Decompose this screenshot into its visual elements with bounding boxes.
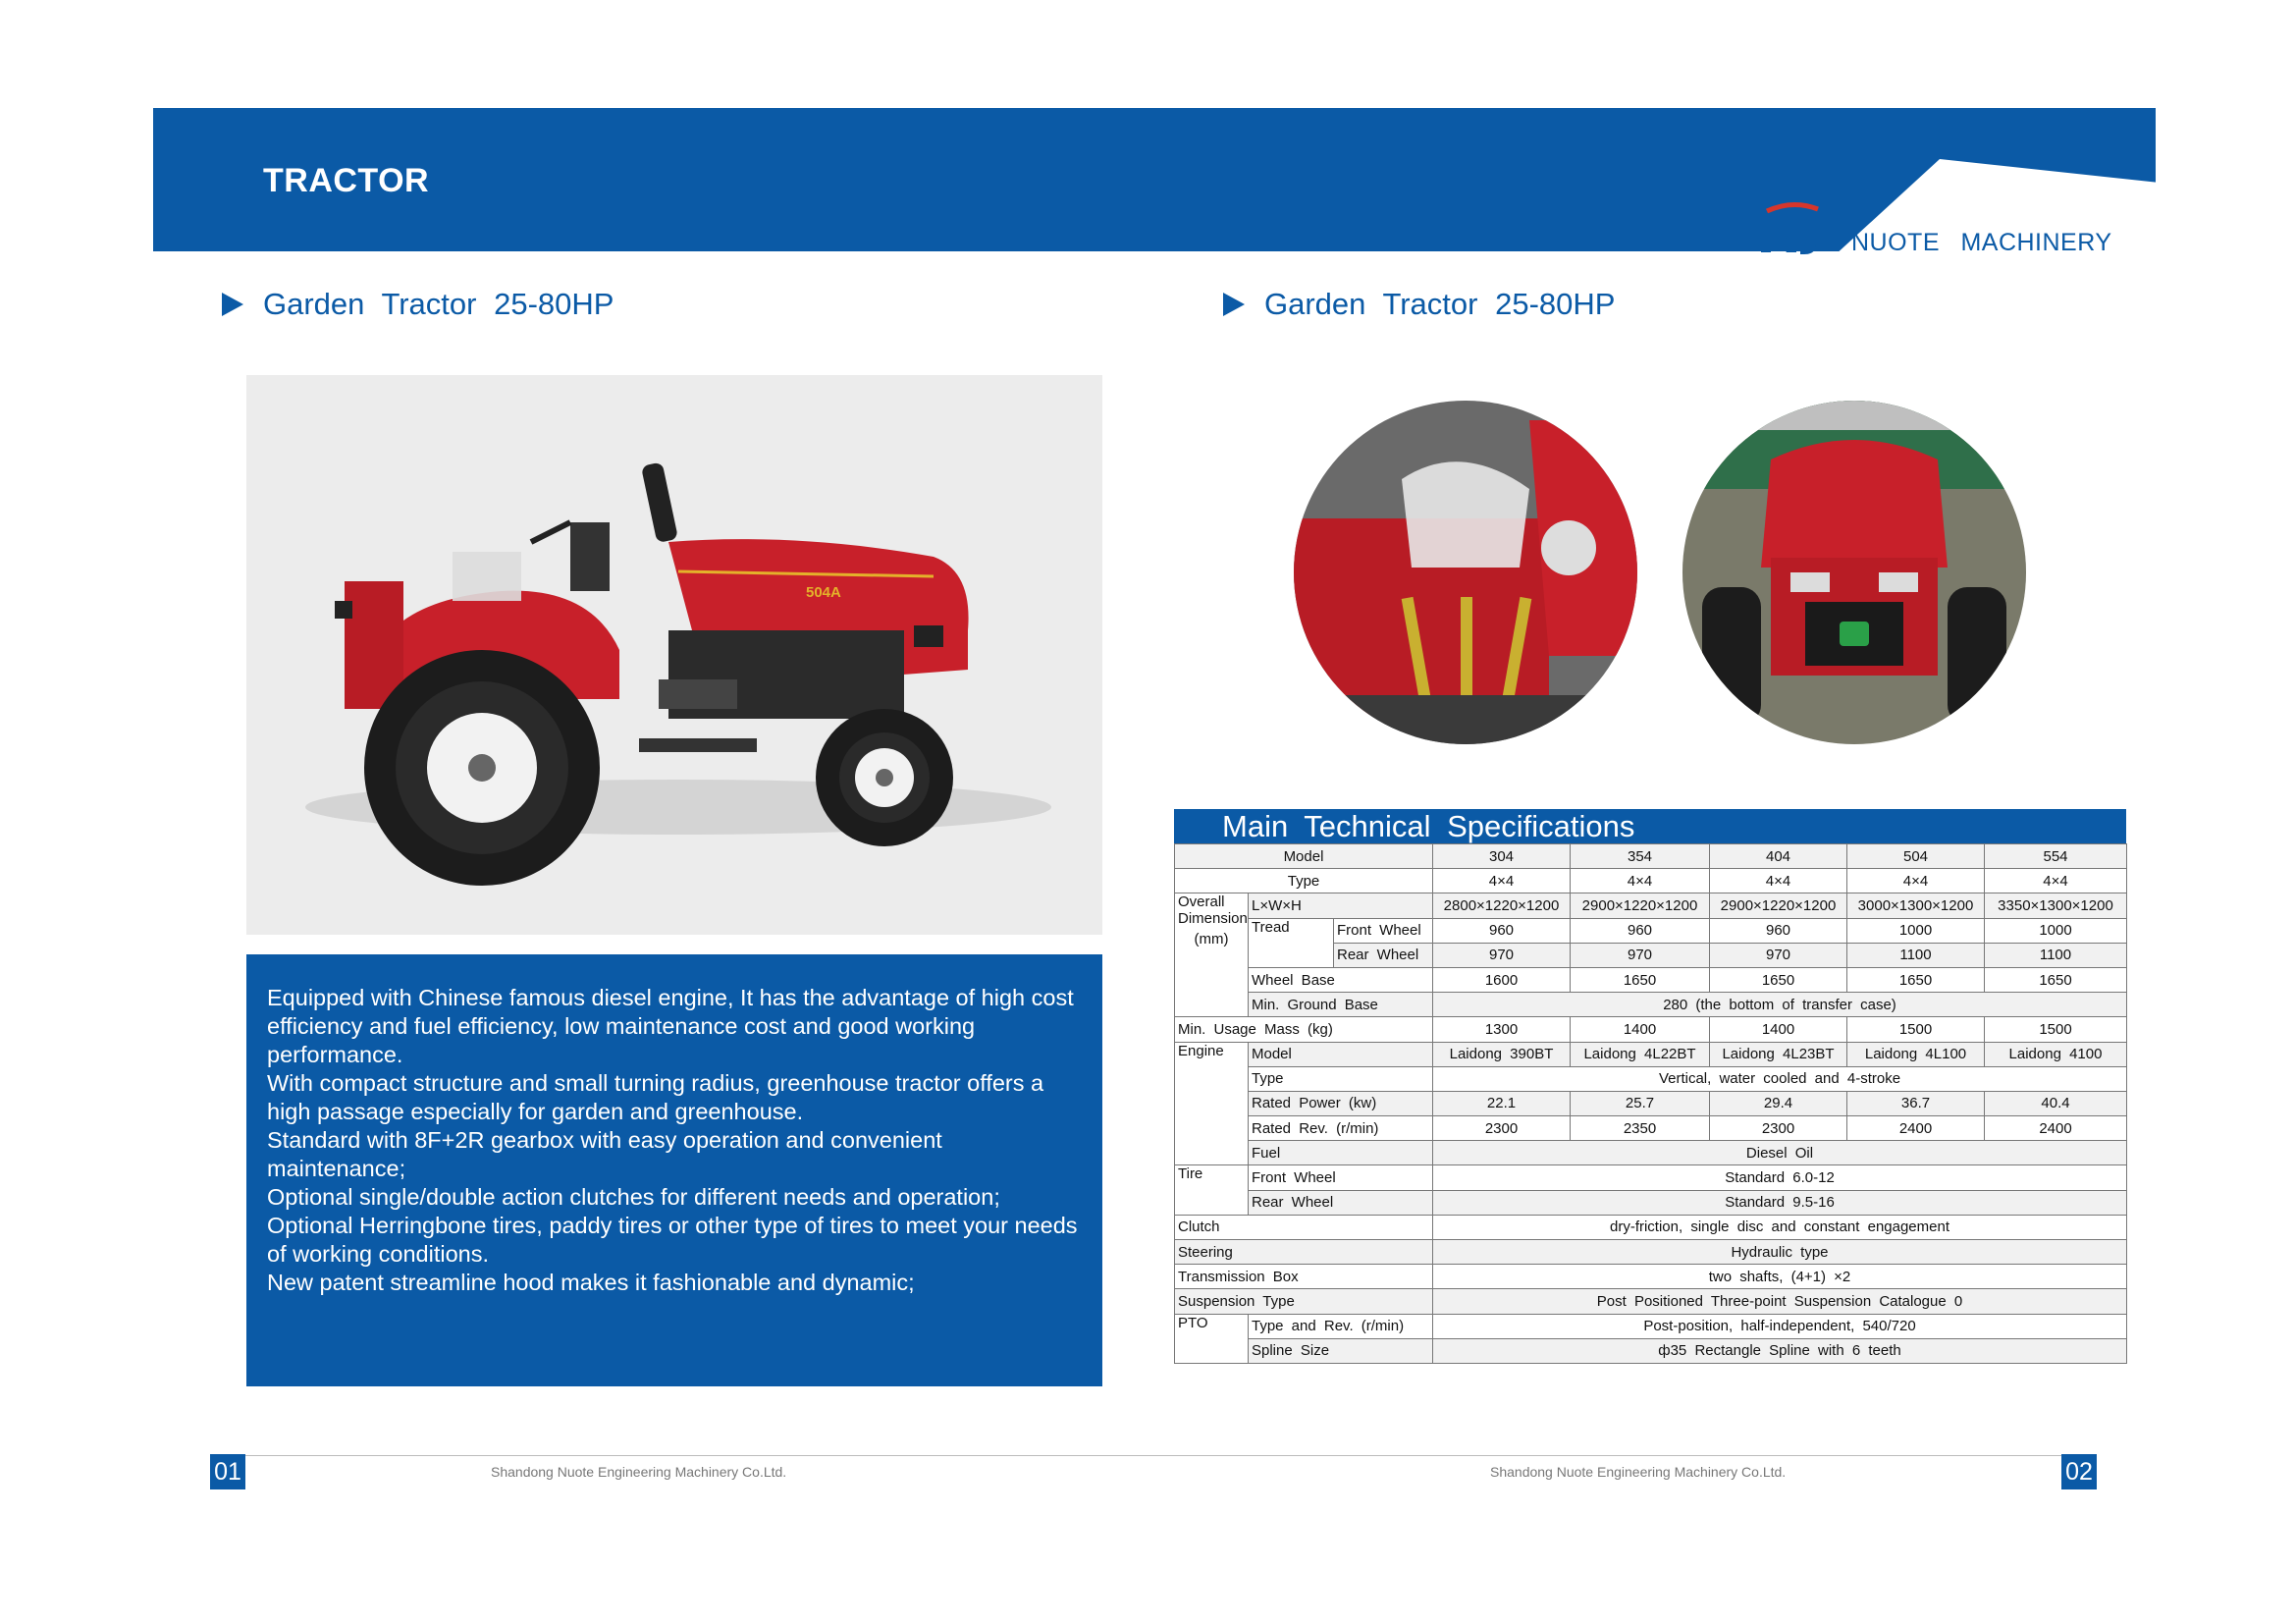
label-mm: (mm)	[1194, 931, 1229, 948]
table-cell: Laidong 390BT	[1433, 1042, 1571, 1066]
table-cell: 1650	[1847, 967, 1985, 992]
spec-title: Main Technical Specifications	[1174, 809, 2126, 843]
table-cell: 1400	[1710, 1017, 1847, 1042]
label-dimension: Dimension	[1178, 910, 1248, 928]
model-plate: 504A	[806, 584, 841, 601]
table-cell: Laidong 4100	[1985, 1042, 2127, 1066]
table-row	[1175, 1017, 2127, 1042]
page-title: TRACTOR	[263, 162, 430, 199]
label-front-wheel: Front Wheel	[1334, 918, 1433, 943]
label-tire: Tire	[1175, 1165, 1249, 1215]
label-steering: Steering	[1175, 1240, 1433, 1265]
label-spline: Spline Size	[1249, 1338, 1433, 1363]
label-pto-type: Type and Rev. (r/min)	[1249, 1314, 1433, 1338]
label-tire-rear: Rear Wheel	[1249, 1190, 1433, 1215]
table-cell: 1650	[1985, 967, 2127, 992]
table-cell: 970	[1433, 943, 1571, 967]
table-row	[1175, 1314, 2127, 1338]
table-row	[1175, 1190, 2127, 1215]
spec-sheet	[1174, 809, 2126, 1364]
label-overall: Overall	[1178, 893, 1225, 911]
table-row	[1175, 1265, 2127, 1289]
feature-item: Standard with 8F+2R gearbox with easy operation and convenient maintenance;	[267, 1127, 942, 1181]
table-cell: Laidong 4L100	[1847, 1042, 1985, 1066]
footer-company-right: Shandong Nuote Engineering Machinery Co.Ltd.	[1490, 1464, 1787, 1480]
hitch-detail-photo	[1294, 401, 1637, 744]
table-cell: 2400	[1847, 1116, 1985, 1141]
label-type: Type	[1175, 869, 1433, 893]
feature-item: Optional Herringbone tires, paddy tires or other type of tires to meet your needs of working conditions.	[267, 1213, 1078, 1267]
label-wheel-base: Wheel Base	[1249, 967, 1433, 992]
table-cell: 404	[1710, 844, 1847, 869]
table-row	[1175, 1338, 2127, 1363]
table-cell: 960	[1710, 918, 1847, 943]
right-heading-text: Garden Tractor 25-80HP	[1264, 287, 1616, 321]
table-cell: 3000×1300×1200	[1847, 893, 1985, 918]
table-cell: 2300	[1710, 1116, 1847, 1141]
table-cell: Standard 6.0-12	[1433, 1165, 2127, 1190]
table-cell: Diesel Oil	[1433, 1141, 2127, 1165]
table-cell: two shafts, (4+1) ×2	[1433, 1265, 2127, 1289]
table-row	[1175, 1215, 2127, 1239]
table-row	[1175, 1066, 2127, 1091]
table-row	[1175, 1165, 2127, 1190]
table-cell: Laidong 4L23BT	[1710, 1042, 1847, 1066]
table-cell: 304	[1433, 844, 1571, 869]
label-pto: PTO	[1175, 1314, 1249, 1363]
table-row	[1175, 967, 2127, 992]
table-row	[1175, 869, 2127, 893]
table-cell: Post Positioned Three-point Suspension Catalogue 0	[1433, 1289, 2127, 1314]
table-cell: 1500	[1847, 1017, 1985, 1042]
table-cell: 970	[1710, 943, 1847, 967]
table-row	[1175, 1141, 2127, 1165]
triangle-bullet-icon	[222, 293, 243, 316]
label-model: Model	[1175, 844, 1433, 869]
left-section-heading	[222, 287, 614, 322]
nj-logo-icon	[1757, 201, 1828, 258]
spec-table	[1174, 843, 2127, 1364]
table-row	[1175, 1042, 2127, 1066]
table-cell: 1500	[1985, 1017, 2127, 1042]
page-number-right: 02	[2061, 1454, 2097, 1489]
tractor-photo	[246, 375, 1102, 935]
label-engine: Engine	[1175, 1042, 1249, 1165]
table-cell: 3350×1300×1200	[1985, 893, 2127, 918]
feature-item: With compact structure and small turning radius, greenhouse tractor offers a high passage especially for garden and greenhouse.	[267, 1070, 1044, 1124]
table-cell: 2350	[1571, 1116, 1710, 1141]
table-cell: 2800×1220×1200	[1433, 893, 1571, 918]
table-cell: 2400	[1985, 1116, 2127, 1141]
table-row	[1175, 844, 2127, 869]
table-cell: Laidong 4L22BT	[1571, 1042, 1710, 1066]
table-cell: 1300	[1433, 1017, 1571, 1042]
table-cell: 29.4	[1710, 1091, 1847, 1115]
label-suspension: Suspension Type	[1175, 1289, 1433, 1314]
table-cell: Post-position, half-independent, 540/720	[1433, 1314, 2127, 1338]
table-row	[1175, 893, 2127, 918]
table-cell: 1400	[1571, 1017, 1710, 1042]
label-engine-model: Model	[1249, 1042, 1433, 1066]
table-cell: 4×4	[1571, 869, 1710, 893]
label-overall-dimension	[1175, 893, 1249, 1017]
label-lwh: L×W×H	[1249, 893, 1433, 918]
table-cell: ф35 Rectangle Spline with 6 teeth	[1433, 1338, 2127, 1363]
label-min-mass: Min. Usage Mass (kg)	[1175, 1017, 1433, 1042]
description-box	[246, 954, 1102, 1386]
table-cell: Standard 9.5-16	[1433, 1190, 2127, 1215]
table-cell: 1650	[1710, 967, 1847, 992]
front-view-photo	[1682, 401, 2026, 744]
feature-item: Equipped with Chinese famous diesel engine, It has the advantage of high cost efficiency and fuel efficiency, low maintenance cost and good working performance.	[267, 985, 1074, 1067]
table-cell: 4×4	[1710, 869, 1847, 893]
label-engine-type: Type	[1249, 1066, 1433, 1091]
label-tread: Tread	[1249, 918, 1334, 967]
label-min-ground: Min. Ground Base	[1249, 993, 1433, 1017]
table-cell: 4×4	[1985, 869, 2127, 893]
table-cell: 554	[1985, 844, 2127, 869]
table-cell: 2300	[1433, 1116, 1571, 1141]
table-cell: 354	[1571, 844, 1710, 869]
page-number-left: 01	[210, 1454, 245, 1489]
table-cell: 1100	[1985, 943, 2127, 967]
table-cell: 2900×1220×1200	[1571, 893, 1710, 918]
table-row	[1175, 1289, 2127, 1314]
table-cell: 1000	[1847, 918, 1985, 943]
table-cell: 280 (the bottom of transfer case)	[1433, 993, 2127, 1017]
table-row	[1175, 1116, 2127, 1141]
table-cell: 960	[1433, 918, 1571, 943]
table-cell: 970	[1571, 943, 1710, 967]
table-cell: 25.7	[1571, 1091, 1710, 1115]
brand-name: NUOTE MACHINERY	[1851, 229, 2112, 256]
right-section-heading	[1223, 287, 1615, 322]
table-cell: 4×4	[1433, 869, 1571, 893]
table-row	[1175, 993, 2127, 1017]
table-cell: 1600	[1433, 967, 1571, 992]
table-cell: 1650	[1571, 967, 1710, 992]
table-cell: 4×4	[1847, 869, 1985, 893]
footer-divider	[236, 1455, 2061, 1456]
tractor-illustration	[246, 375, 1102, 935]
table-cell: 22.1	[1433, 1091, 1571, 1115]
footer-company-left: Shandong Nuote Engineering Machinery Co.Ltd.	[491, 1464, 787, 1480]
table-cell: dry-friction, single disc and constant engagement	[1433, 1215, 2127, 1239]
table-cell: 40.4	[1985, 1091, 2127, 1115]
feature-item: Optional single/double action clutches for different needs and operation;	[267, 1184, 1000, 1210]
table-row	[1175, 918, 2127, 943]
table-cell: 1000	[1985, 918, 2127, 943]
table-cell: 504	[1847, 844, 1985, 869]
left-heading-text: Garden Tractor 25-80HP	[263, 287, 614, 321]
table-cell: 960	[1571, 918, 1710, 943]
table-cell: 2900×1220×1200	[1710, 893, 1847, 918]
label-transmission: Transmission Box	[1175, 1265, 1433, 1289]
table-cell: Vertical, water cooled and 4-stroke	[1433, 1066, 2127, 1091]
label-tire-front: Front Wheel	[1249, 1165, 1433, 1190]
table-row	[1175, 1240, 2127, 1265]
label-rear-wheel: Rear Wheel	[1334, 943, 1433, 967]
feature-list	[246, 954, 1102, 1297]
triangle-bullet-icon	[1223, 293, 1245, 316]
label-rated-power: Rated Power (kw)	[1249, 1091, 1433, 1115]
table-cell: 1100	[1847, 943, 1985, 967]
label-rated-rev: Rated Rev. (r/min)	[1249, 1116, 1433, 1141]
table-cell: Hydraulic type	[1433, 1240, 2127, 1265]
table-cell: 36.7	[1847, 1091, 1985, 1115]
label-clutch: Clutch	[1175, 1215, 1433, 1239]
feature-item: New patent streamline hood makes it fashionable and dynamic;	[267, 1270, 915, 1295]
label-fuel: Fuel	[1249, 1141, 1433, 1165]
table-row	[1175, 1091, 2127, 1115]
